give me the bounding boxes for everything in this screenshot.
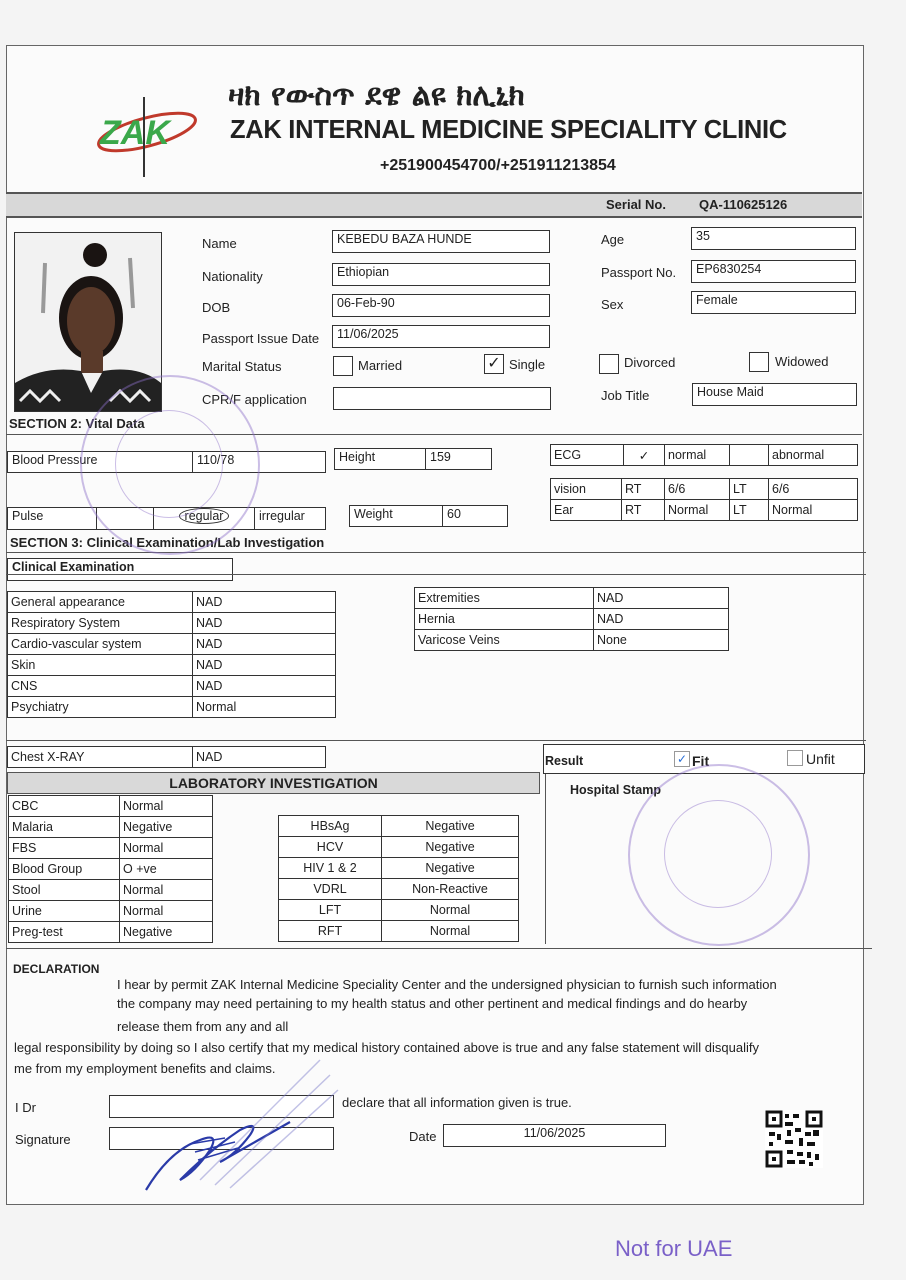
table-row — [415, 588, 729, 609]
divider — [6, 740, 866, 741]
table-row — [9, 838, 213, 859]
row-value[interactable]: NAD — [193, 655, 336, 676]
row-label: CNS — [8, 676, 193, 697]
table-row — [9, 817, 213, 838]
single-label: Single — [509, 357, 546, 372]
row-label: Extremities — [415, 588, 594, 609]
row-value[interactable]: Normal — [193, 697, 336, 718]
date-label: Date — [409, 1129, 437, 1144]
table-row — [279, 816, 519, 837]
row-value[interactable]: NAD — [594, 588, 729, 609]
row-value[interactable]: Negative — [120, 922, 213, 943]
row-value[interactable]: NAD — [193, 592, 336, 613]
dob-field[interactable]: 06-Feb-90 — [332, 294, 550, 317]
not-for-uae-note: Not for UAE — [615, 1236, 733, 1261]
table-row — [9, 859, 213, 880]
chest-xray-table — [7, 746, 326, 768]
row-label: Psychiatry — [8, 697, 193, 718]
row-value[interactable]: NAD — [193, 613, 336, 634]
declaration-p1-line3: release them from any and all — [117, 1019, 289, 1034]
declaration-p1-line2: the company may need pertaining to my health status and other pertinent and medical findings and do hearby — [117, 996, 748, 1011]
row-value[interactable]: NAD — [193, 634, 336, 655]
ecg-table — [550, 444, 858, 466]
age-field[interactable]: 35 — [691, 227, 856, 250]
row-value[interactable]: Non-Reactive — [382, 879, 519, 900]
serial-bar — [6, 192, 862, 218]
row-label: HCV — [279, 837, 382, 858]
doctor-label: I Dr — [15, 1100, 36, 1115]
blood-pressure-label: Blood Pressure — [7, 451, 193, 473]
table-row — [279, 900, 519, 921]
declaration-p1-line1: I hear by permit ZAK Internal Medicine Speciality Center and the undersigned physician to furnish such information — [117, 977, 777, 992]
qr-code — [765, 1110, 823, 1168]
row-value[interactable]: None — [594, 630, 729, 651]
row-label: RFT — [279, 921, 382, 942]
lab-table-right — [278, 815, 519, 942]
table-row — [8, 655, 336, 676]
row-label: Blood Group — [9, 859, 120, 880]
sex-field[interactable]: Female — [691, 291, 856, 314]
ear-rt-value[interactable]: Normal — [665, 500, 730, 521]
table-row — [9, 880, 213, 901]
ear-lt-value[interactable]: Normal — [769, 500, 858, 521]
table-row — [279, 858, 519, 879]
nationality-label: Nationality — [202, 269, 263, 284]
date-field[interactable]: 11/06/2025 — [443, 1124, 666, 1147]
divider — [6, 552, 866, 553]
name-field[interactable]: KEBEDU BAZA HUNDE — [332, 230, 550, 253]
row-label: VDRL — [279, 879, 382, 900]
row-value[interactable]: NAD — [193, 676, 336, 697]
clinic-title: ZAK INTERNAL MEDICINE SPECIALITY CLINIC — [230, 116, 787, 144]
unfit-label: Unfit — [806, 751, 835, 767]
hospital-stamp-label: Hospital Stamp — [570, 783, 661, 797]
row-label: Urine — [9, 901, 120, 922]
row-value[interactable]: O +ve — [120, 859, 213, 880]
row-value[interactable]: Normal — [382, 900, 519, 921]
cpr-label: CPR/F application — [202, 392, 307, 407]
ear-rt-label: RT — [622, 500, 665, 521]
divider — [6, 948, 872, 949]
row-value[interactable]: Normal — [382, 921, 519, 942]
weight-label: Weight — [349, 505, 443, 527]
marital-status-label: Marital Status — [202, 359, 282, 374]
row-label: HBsAg — [279, 816, 382, 837]
pulse-regular-label: regular — [179, 508, 230, 524]
section-3-title: SECTION 3: Clinical Examination/Lab Investigation — [10, 535, 325, 550]
row-value[interactable]: Normal — [120, 880, 213, 901]
row-value[interactable]: Normal — [120, 838, 213, 859]
ecg-normal[interactable]: normal — [665, 445, 730, 466]
vision-ear-table — [550, 478, 858, 521]
lab-title: LABORATORY INVESTIGATION — [169, 775, 378, 791]
fit-checkbox[interactable]: ✓ — [674, 751, 690, 767]
row-label: Respiratory System — [8, 613, 193, 634]
row-label: Varicose Veins — [415, 630, 594, 651]
clinical-exam-subtitle: Clinical Examination — [7, 558, 233, 581]
declaration-title: DECLARATION — [13, 962, 100, 976]
single-checkbox[interactable]: ✓ — [484, 354, 504, 374]
table-row — [279, 879, 519, 900]
signature-label: Signature — [15, 1132, 71, 1147]
doctor-stamp — [190, 1050, 340, 1190]
clinic-logo — [92, 92, 202, 182]
divider — [545, 774, 546, 944]
passport-field[interactable]: EP6830254 — [691, 260, 856, 283]
divorced-label: Divorced — [624, 355, 676, 370]
row-value[interactable]: Negative — [382, 858, 519, 879]
table-row — [279, 921, 519, 942]
declaration-p2-line1: legal responsibility by doing so I also certify that my medical history contained above is true and any false statement will disqualify — [14, 1040, 759, 1055]
vision-rt-label: RT — [622, 479, 665, 500]
row-value[interactable]: NAD — [594, 609, 729, 630]
passport-label: Passport No. — [601, 265, 677, 280]
hospital-stamp-inner — [664, 800, 772, 908]
table-row — [8, 676, 336, 697]
height-field[interactable]: 159 — [425, 448, 492, 470]
vision-lt-label: LT — [730, 479, 769, 500]
pulse-label: Pulse — [7, 507, 97, 530]
clinic-phones: +251900454700/+251911213854 — [380, 157, 616, 174]
row-value[interactable]: Negative — [382, 816, 519, 837]
table-row — [8, 697, 336, 718]
widowed-checkbox[interactable] — [749, 352, 769, 372]
ecg-check[interactable]: ✓ — [624, 445, 665, 466]
row-label: Stool — [9, 880, 120, 901]
row-label: CBC — [9, 796, 120, 817]
divider — [6, 574, 866, 575]
row-value[interactable]: Normal — [120, 901, 213, 922]
ear-lt-label: LT — [730, 500, 769, 521]
section-2-title: SECTION 2: Vital Data — [9, 416, 145, 431]
age-label: Age — [601, 232, 625, 247]
dob-label: DOB — [202, 300, 231, 315]
row-value[interactable]: Negative — [120, 817, 213, 838]
clinical-exam-table-left — [7, 591, 336, 718]
chest-xray-value[interactable]: NAD — [193, 747, 326, 768]
name-label: Name — [202, 236, 237, 251]
lab-title-bar — [7, 772, 540, 794]
height-label: Height — [334, 448, 426, 470]
married-label: Married — [358, 358, 403, 373]
row-label: LFT — [279, 900, 382, 921]
vision-rt-value[interactable]: 6/6 — [665, 479, 730, 500]
serial-value: QA-110625126 — [699, 197, 788, 212]
declare-text: declare that all information given is true. — [342, 1095, 572, 1110]
vision-label: vision — [551, 479, 622, 500]
vision-lt-value[interactable]: 6/6 — [769, 479, 858, 500]
fit-label: Fit — [692, 753, 710, 769]
serial-label: Serial No. — [606, 197, 666, 212]
table-row — [415, 609, 729, 630]
table-row — [8, 592, 336, 613]
ear-label: Ear — [551, 500, 622, 521]
row-value[interactable]: Normal — [120, 796, 213, 817]
nationality-field[interactable]: Ethiopian — [332, 263, 550, 286]
job-title-field[interactable]: House Maid — [692, 383, 857, 406]
table-row — [9, 796, 213, 817]
married-checkbox[interactable] — [333, 356, 353, 376]
cpr-field[interactable] — [333, 387, 551, 410]
row-label: HIV 1 & 2 — [279, 858, 382, 879]
row-label: FBS — [9, 838, 120, 859]
pulse-irregular[interactable]: irregular — [254, 507, 326, 530]
row-label: Preg-test — [9, 922, 120, 943]
table-row — [9, 901, 213, 922]
table-row — [415, 630, 729, 651]
ecg-abnormal[interactable]: abnormal — [769, 445, 858, 466]
table-row — [279, 837, 519, 858]
issue-date-label: Passport Issue Date — [202, 331, 320, 346]
widowed-label: Widowed — [775, 354, 829, 369]
clinic-title-amharic: ዛክ የውስጥ ደዌ ልዩ ክሊኒክ — [228, 78, 525, 113]
row-label: Malaria — [9, 817, 120, 838]
result-label: Result — [545, 754, 584, 768]
table-row — [9, 922, 213, 943]
row-value[interactable]: Negative — [382, 837, 519, 858]
row-label: General appearance — [8, 592, 193, 613]
table-row — [8, 634, 336, 655]
ecg-blank[interactable] — [730, 445, 769, 466]
issue-date-field[interactable]: 11/06/2025 — [332, 325, 550, 348]
lab-table-left — [8, 795, 213, 943]
row-label: Hernia — [415, 609, 594, 630]
table-row — [8, 613, 336, 634]
declaration-p2-line2: me from my employment benefits and claims. — [14, 1061, 276, 1076]
divorced-checkbox[interactable] — [599, 354, 619, 374]
unfit-checkbox[interactable] — [787, 750, 803, 766]
chest-xray-label: Chest X-RAY — [8, 747, 193, 768]
svg-text:ZAK: ZAK — [100, 114, 170, 152]
row-label: Skin — [8, 655, 193, 676]
clinic-stamp-top-inner — [115, 410, 223, 518]
ecg-label: ECG — [551, 445, 624, 466]
sex-label: Sex — [601, 297, 624, 312]
row-label: Cardio-vascular system — [8, 634, 193, 655]
job-title-label: Job Title — [601, 388, 650, 403]
weight-field[interactable]: 60 — [442, 505, 508, 527]
clinical-exam-table-right — [414, 587, 729, 651]
blood-pressure-field[interactable]: 110/78 — [192, 451, 326, 473]
